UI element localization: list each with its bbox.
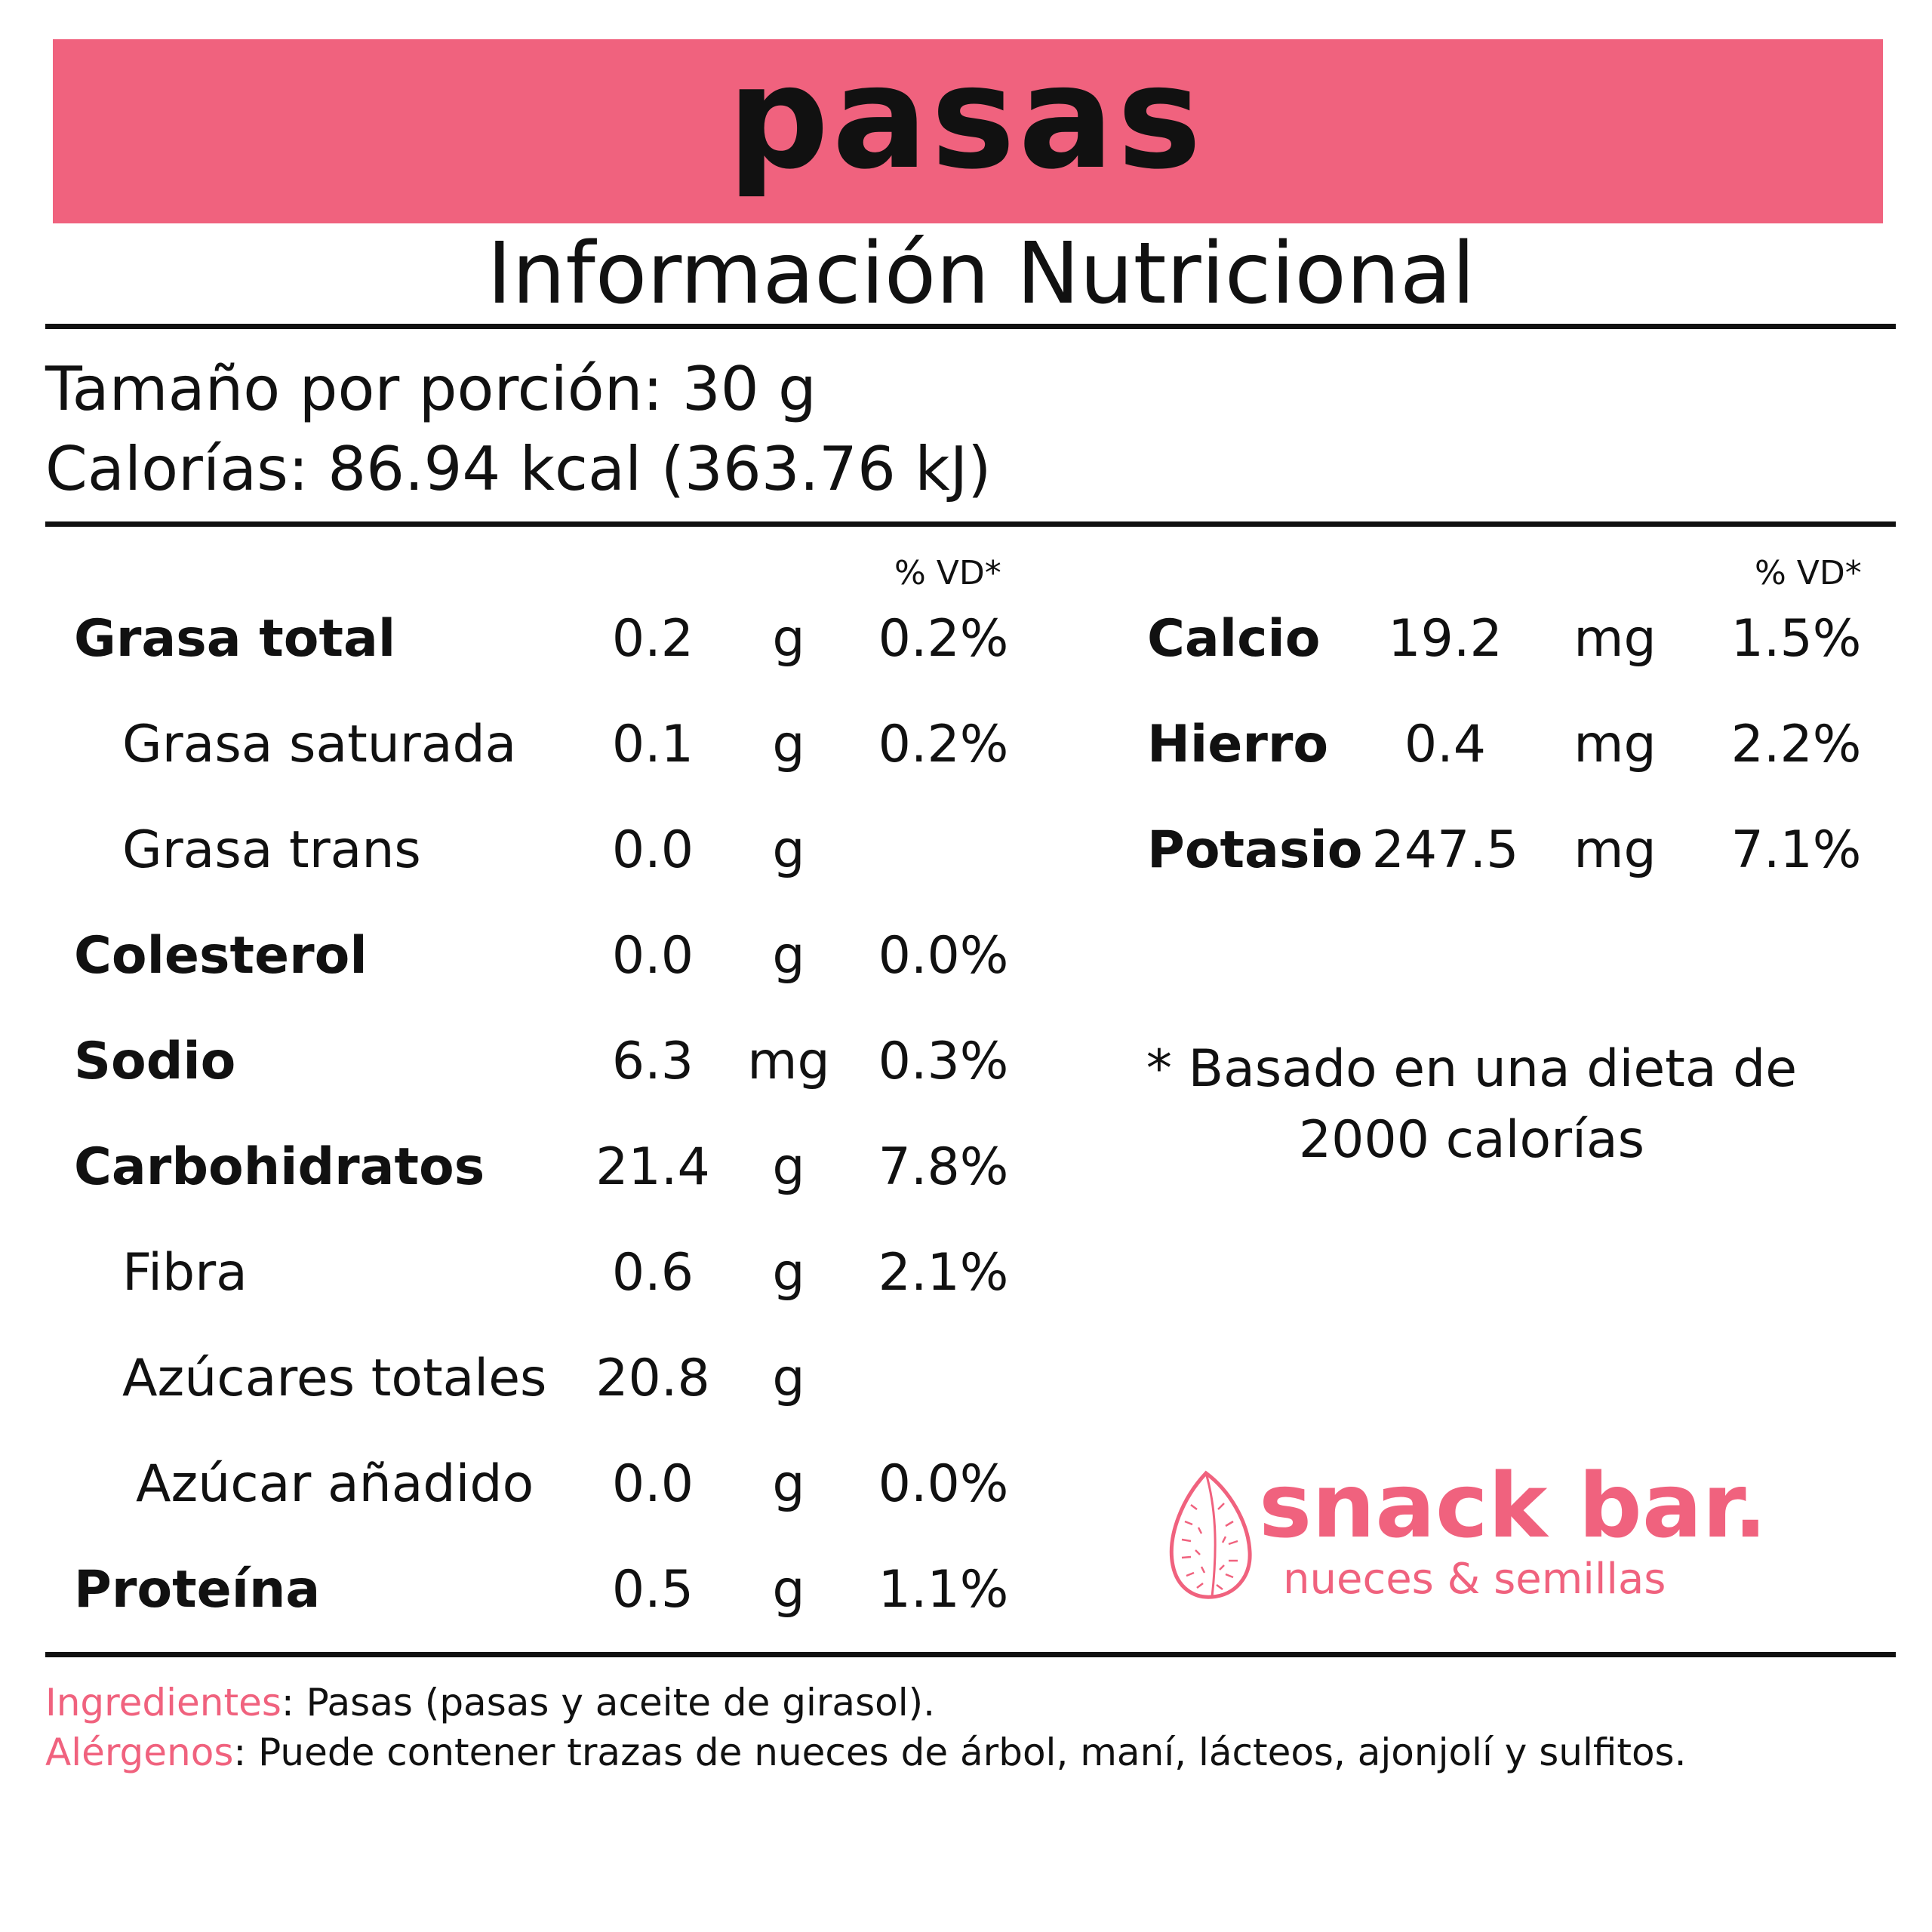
- serving-size: Tamaño por porción: 30 g: [45, 354, 817, 424]
- nutrient-unit: g: [772, 1137, 805, 1197]
- nutrient-amount: 0.0: [611, 820, 694, 880]
- nutrient-name: Colesterol: [74, 926, 368, 986]
- nutrient-amount: 0.5: [611, 1560, 694, 1620]
- mineral-unit: mg: [1574, 609, 1657, 669]
- nutrient-dv: 7.8%: [878, 1137, 1009, 1197]
- nutrient-dv: 0.0%: [878, 1454, 1009, 1514]
- nutrient-name: Azúcar añadido: [136, 1454, 534, 1514]
- mineral-name: Potasio: [1147, 820, 1363, 880]
- nutrient-amount: 0.0: [611, 1454, 694, 1514]
- nutrient-dv: 2.1%: [878, 1243, 1009, 1303]
- nutrient-name: Grasa saturada: [122, 715, 517, 774]
- mineral-unit: mg: [1574, 715, 1657, 774]
- nutrient-name: Fibra: [122, 1243, 248, 1303]
- nutrient-name: Grasa total: [74, 609, 396, 669]
- nutrient-name: Sodio: [74, 1032, 236, 1091]
- mineral-name: Calcio: [1147, 609, 1321, 669]
- divider-bottom: [45, 1652, 1896, 1657]
- mineral-amount: 247.5: [1371, 820, 1519, 880]
- dv-footnote: [1132, 1034, 1811, 1176]
- nutrient-dv: 0.2%: [878, 715, 1009, 774]
- nutrient-name: Carbohidratos: [74, 1137, 485, 1197]
- nutrient-amount: 6.3: [611, 1032, 694, 1091]
- nutrient-unit: g: [772, 715, 805, 774]
- calories: Calorías: 86.94 kcal (363.76 kJ): [45, 434, 992, 504]
- footnote-line: * Basado en una dieta de: [1146, 1039, 1798, 1099]
- nutrient-name: Proteína: [74, 1560, 321, 1620]
- nutrient-unit: mg: [747, 1032, 830, 1091]
- nutrient-name: Grasa trans: [122, 820, 421, 880]
- divider-top: [45, 324, 1896, 329]
- nutrient-unit: g: [772, 1560, 805, 1620]
- nutrient-dv: 0.2%: [878, 609, 1009, 669]
- ingredients-label: Ingredientes: [45, 1681, 281, 1724]
- nutrient-unit: g: [772, 609, 805, 669]
- nutrient-amount: 20.8: [595, 1349, 710, 1408]
- mineral-name: Hierro: [1147, 715, 1329, 774]
- nutrient-unit: g: [772, 820, 805, 880]
- divider-middle: [45, 521, 1896, 527]
- mineral-dv: 7.1%: [1730, 820, 1862, 880]
- dv-header-left: % VD*: [894, 554, 1001, 592]
- nutrient-amount: 0.1: [611, 715, 694, 774]
- allergens-label: Alérgenos: [45, 1730, 234, 1774]
- nutrient-amount: 21.4: [595, 1137, 710, 1197]
- nutrient-unit: g: [772, 926, 805, 986]
- nutrient-dv: 1.1%: [878, 1560, 1009, 1620]
- nutrient-unit: g: [772, 1454, 805, 1514]
- ingredients-text: : Pasas (pasas y aceite de girasol).: [281, 1681, 936, 1724]
- nutrient-name: Azúcares totales: [122, 1349, 547, 1408]
- allergens-line: [45, 1728, 1686, 1777]
- nutrient-dv: 0.3%: [878, 1032, 1009, 1091]
- product-title: pasas: [727, 35, 1205, 201]
- nutrient-amount: 0.0: [611, 926, 694, 986]
- nutrient-amount: 0.2: [611, 609, 694, 669]
- mineral-amount: 19.2: [1388, 609, 1503, 669]
- mineral-amount: 0.4: [1404, 715, 1487, 774]
- allergens-text: : Puede contener trazas de nueces de árbol, maní, lácteos, ajonjolí y sulfitos.: [233, 1730, 1687, 1774]
- nutrient-dv: 0.0%: [878, 926, 1009, 986]
- footnote-line: 2000 calorías: [1298, 1110, 1645, 1170]
- label-subtitle: Información Nutricional: [487, 225, 1475, 323]
- ingredients-line: [45, 1678, 935, 1727]
- almond-icon: [1162, 1467, 1260, 1603]
- mineral-dv: 2.2%: [1730, 715, 1862, 774]
- dv-header-right: % VD*: [1755, 554, 1862, 592]
- brand-name: snack bar.: [1259, 1454, 1767, 1558]
- nutrient-amount: 0.6: [611, 1243, 694, 1303]
- mineral-unit: mg: [1574, 820, 1657, 880]
- nutrient-unit: g: [772, 1243, 805, 1303]
- mineral-dv: 1.5%: [1730, 609, 1862, 669]
- brand-tagline: nueces & semillas: [1283, 1555, 1666, 1604]
- nutrient-unit: g: [772, 1349, 805, 1408]
